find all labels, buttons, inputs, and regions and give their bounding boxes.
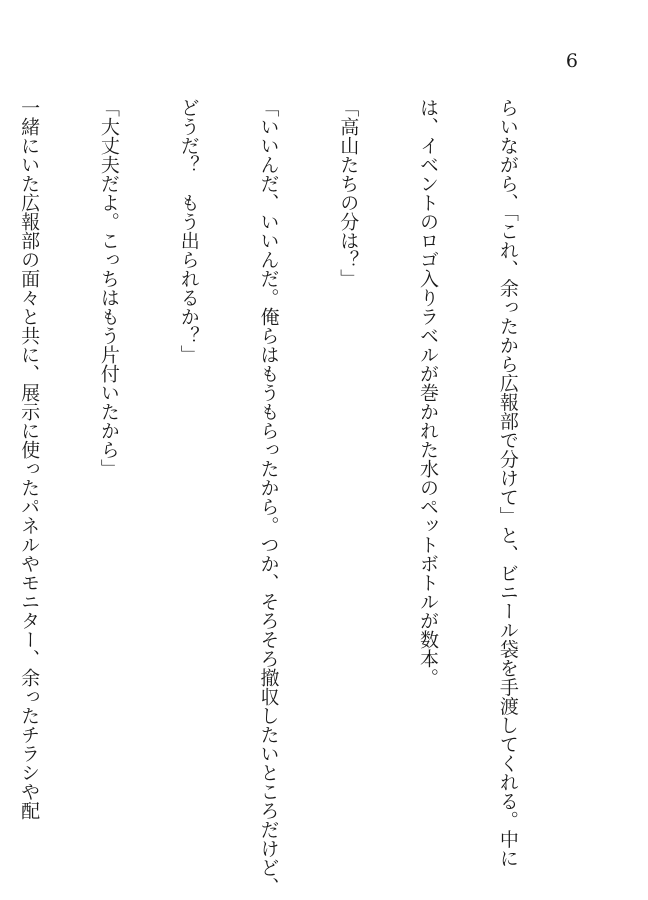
text-line: 「大丈夫だよ。こっちはもう片付いたから」 — [97, 98, 120, 478]
text-line: どうだ？ もう出られるか？」 — [177, 98, 200, 364]
text-line: 「いいんだ、いいんだ。俺らはもうもらったから。つか、そろそろ撤収したいところだけど、 — [257, 98, 280, 896]
text-line: は、イベントのロゴ入りラベルが巻かれた水のペットボトルが数本。 — [417, 98, 440, 687]
page-number: 6 — [565, 50, 578, 72]
text-line: 「高山たちの分は？」 — [337, 98, 360, 288]
text-line: らいながら、「これ、余ったから広報部で分けて」と、ビニール袋を手渡してくれる。中に — [496, 98, 519, 868]
body-text — [0, 98, 574, 896]
text-line: 一緒にいた広報部の面々と共に、展示に使ったパネルやモニター、余ったチラシや配 — [18, 98, 41, 820]
